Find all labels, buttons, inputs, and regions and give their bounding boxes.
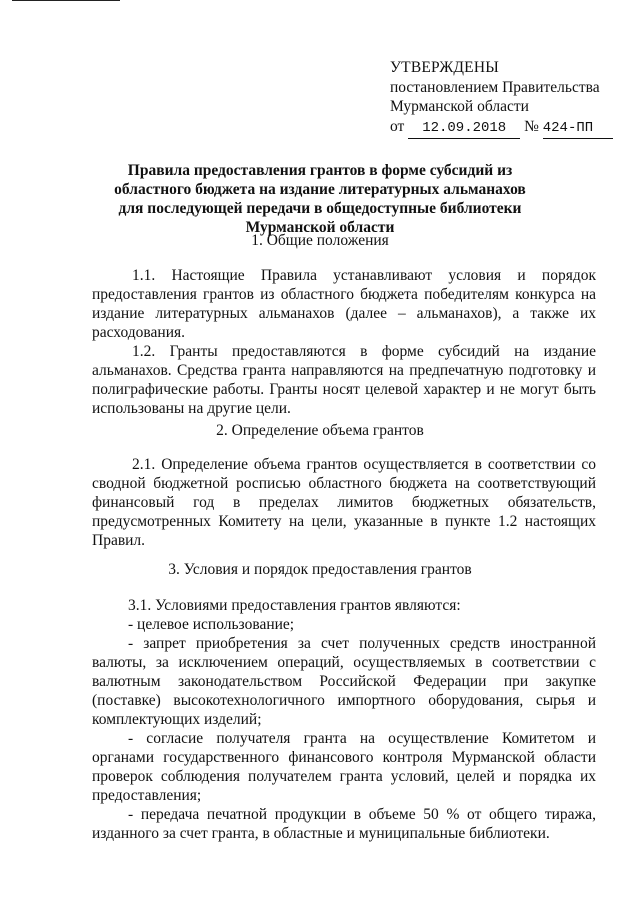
paragraph-1-2: 1.2. Гранты предоставляются в форме субсидий на издание альманахов. Средства гранта направляются на предпечатную подготовку и полиграфические работы. Гранты носят целевой характер и не могут быть использованы на другие цели. (92, 343, 596, 417)
date-prefix: от (390, 117, 405, 135)
paragraph-3-1: 3.1. Условиями предоставления грантов являются: (128, 597, 461, 614)
paragraph-2-1: 2.1. Определение объема грантов осуществляется в соответствии со сводной бюджетной росписью областного бюджета на соответствующий финансовый год в пределах лимитов бюджетных обязательств, предусмотренных Комитету на цели, указанные в пункте 1.2 настоящих Правил. (92, 456, 596, 549)
document-title: Правила предоставления грантов в форме субсидий из областного бюджета на издание литературных альманахов для последующей передачи в общедоступные библиотеки Мурманской области (114, 162, 526, 236)
section-3-heading: 3. Условия и порядок предоставления грантов (168, 561, 472, 578)
approval-date-line (390, 117, 610, 140)
section-1-body (92, 266, 596, 418)
list-item: - запрет приобретения за счет полученных средств иностранной валюты, за исключением операций, осуществляемых в соответствии с валютным законодательством Российской Федерации при закупке (поставке) высокотехнологичного импортного оборудования, сырья и комплектующих изделий; (92, 635, 596, 728)
approval-block (390, 58, 610, 139)
list-item: - целевое использование; (128, 616, 295, 633)
number-prefix: № (524, 117, 539, 135)
approval-number: 424-ПП (542, 119, 594, 136)
section-2-body (92, 455, 596, 550)
section-1-heading: 1. Общие положения (251, 232, 389, 249)
section-3-body (92, 596, 596, 843)
approval-line-1: постановлением Правительства (390, 78, 600, 96)
date-field (408, 117, 520, 140)
list-item: - согласие получателя гранта на осуществление Комитетом и органами государственного финансового контроля Мурманской области проверок соблюдения получателем гранта условий, целей и порядка их предоставления; (92, 730, 596, 804)
approval-date: 12.09.2018 (422, 119, 507, 136)
paragraph-1-1: 1.1. Настоящие Правила устанавливают условия и порядок предоставления грантов из областного бюджета победителям конкурса на издание литературных альманахов (далее – альманахов), а также их расходования. (92, 267, 596, 341)
list-item: - передача печатной продукции в объеме 50 % от общего тиража, изданного за счет гранта, в областные и муниципальные библиотеки. (92, 806, 596, 842)
section-2-heading: 2. Определение объема грантов (216, 422, 424, 439)
approval-heading: УТВЕРЖДЕНЫ (390, 59, 499, 76)
approval-line-2: Мурманской области (390, 98, 529, 115)
top-rule (12, 0, 120, 1)
number-field (543, 117, 613, 140)
